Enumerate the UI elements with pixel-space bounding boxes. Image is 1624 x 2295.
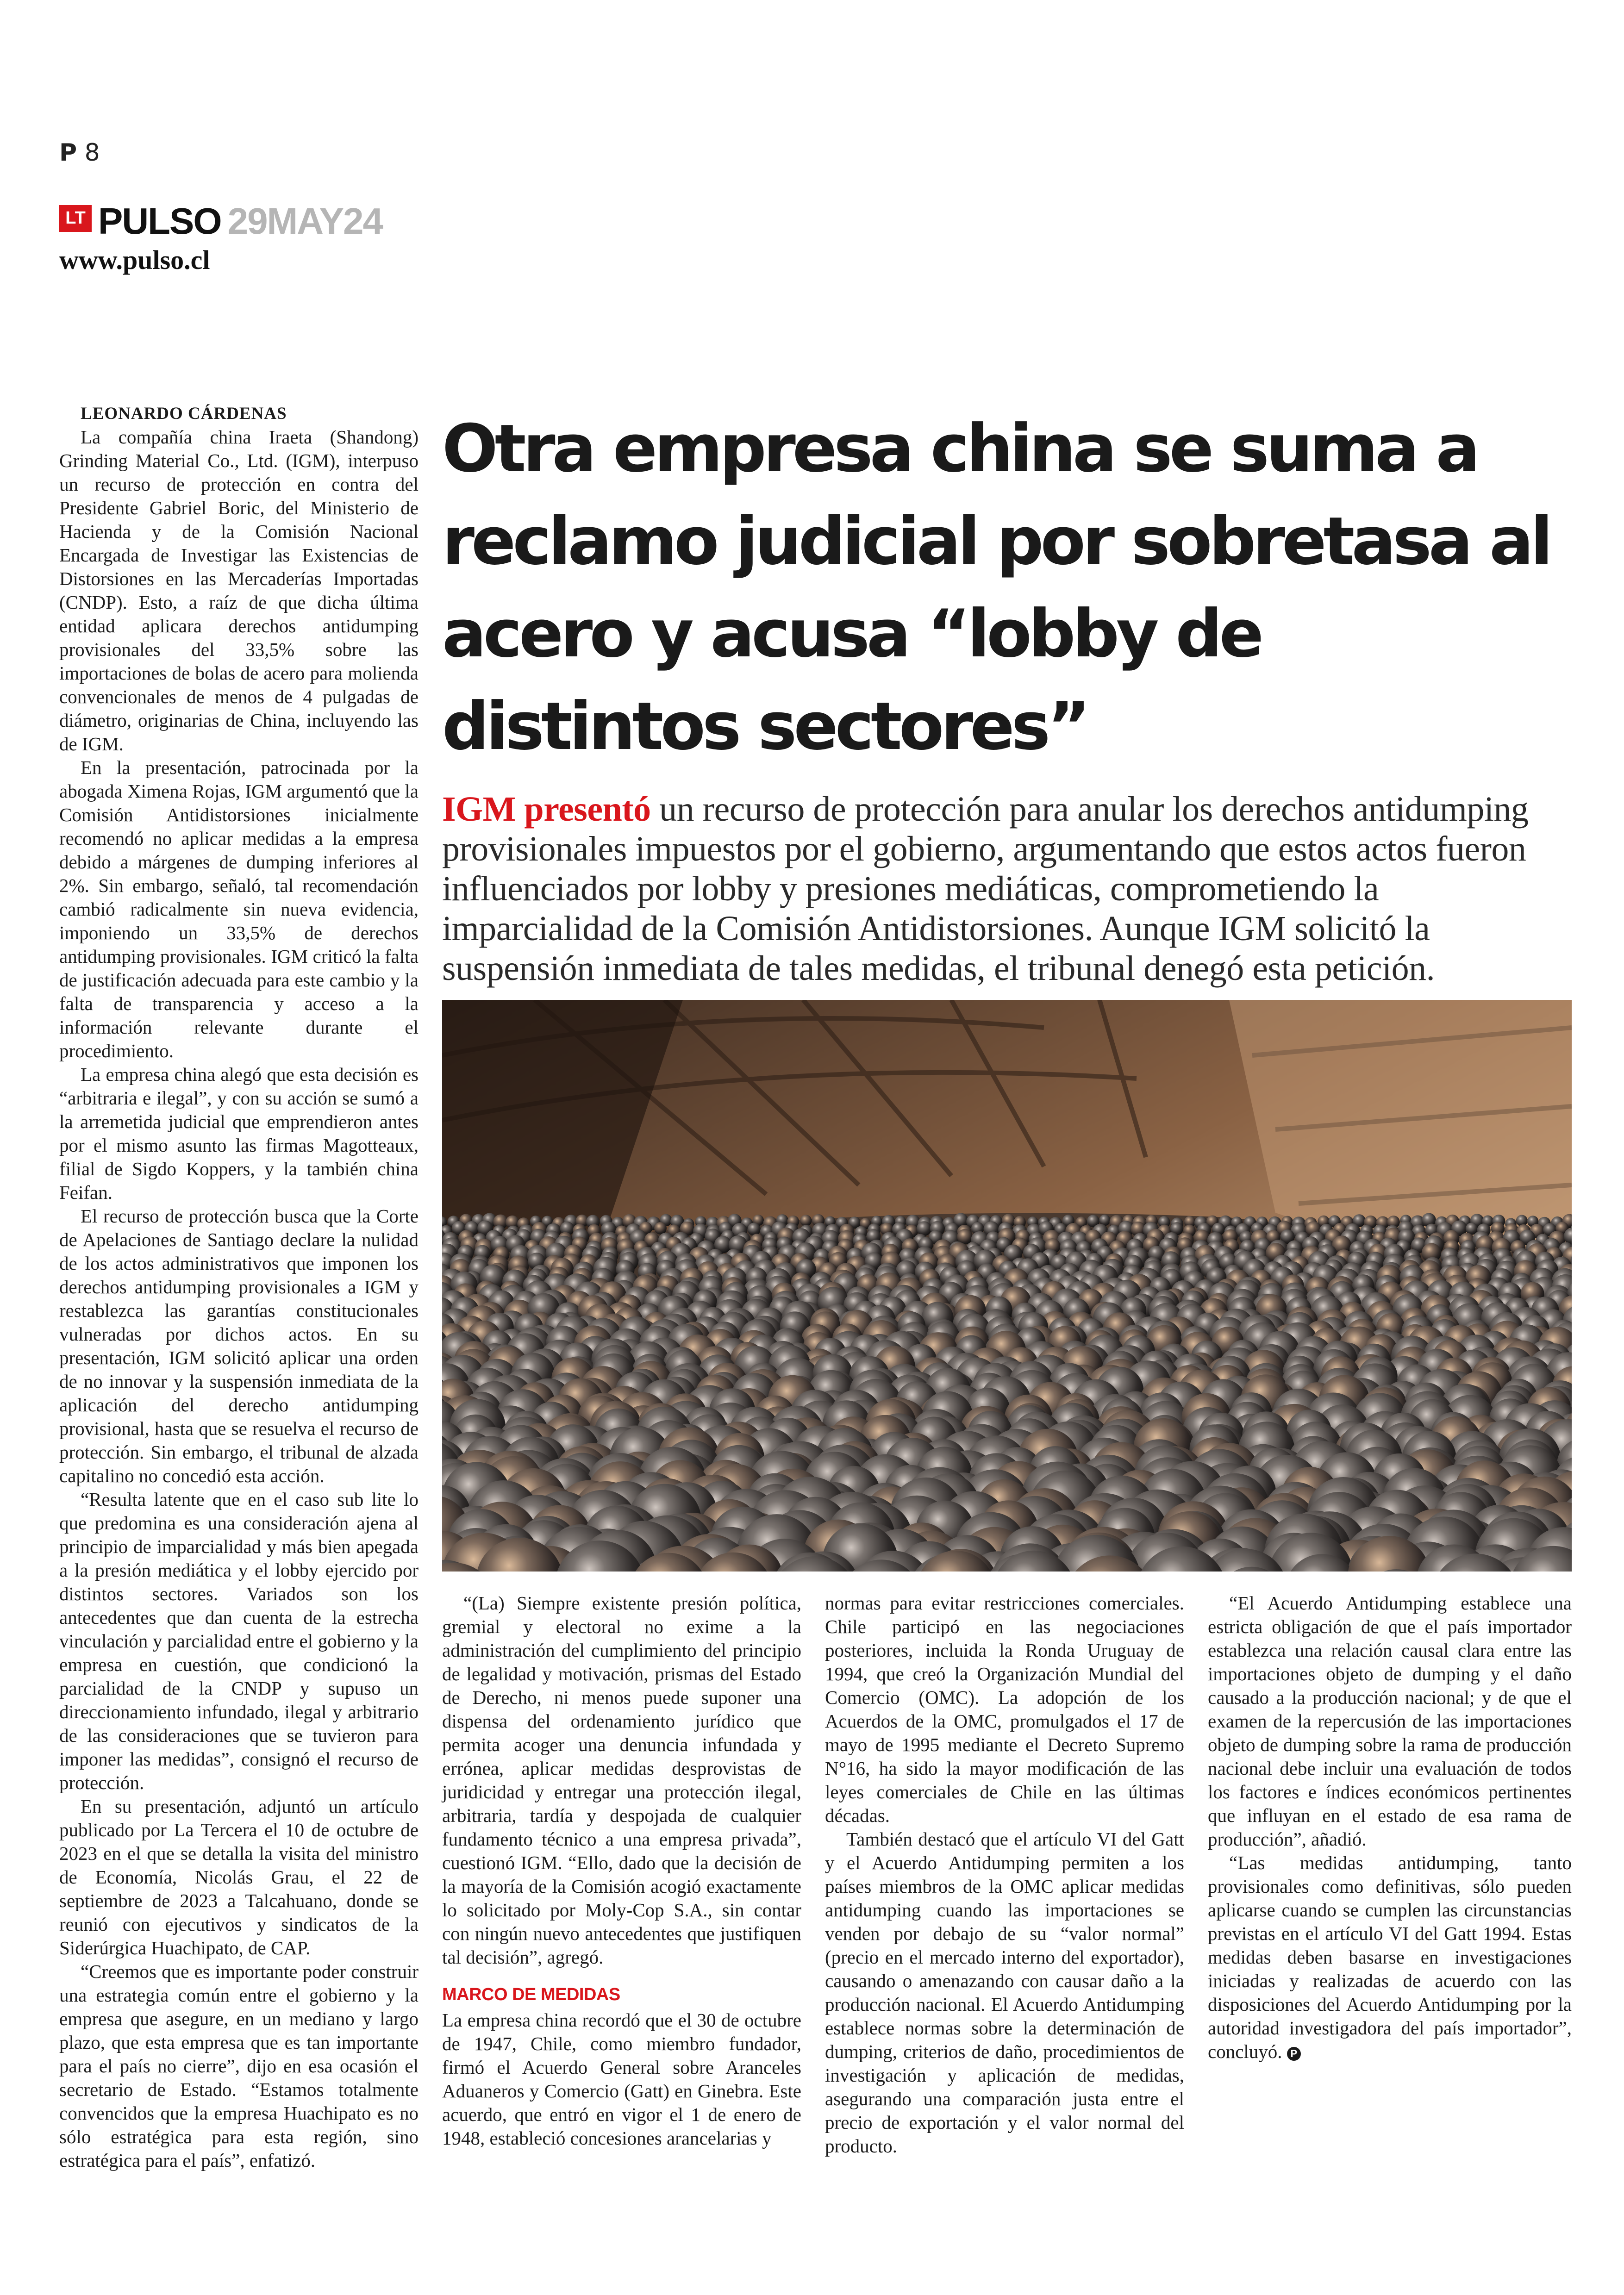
section-subhead: MARCO DE MEDIDAS: [442, 1985, 620, 2004]
lead-kicker: IGM presentó: [442, 790, 651, 829]
body-paragraph-7: “Creemos que es importante poder construir una estrategia común entre el gobierno y la empresa que asegure, en un mediano y largo plazo, que esta empresa que es tan importante para el país no cierre”, dijo en esa ocasión el secretario de Estado. “Estamos totalmente convencidos que la empresa Huachipato es no sólo estratégica para esta región, sino estratégica para el país”, enfatizó.: [59, 1961, 418, 2171]
body-paragraph-2: En la presentación, patrocinada por la abogada Ximena Rojas, IGM argumentó que la Comisión Antidistorsiones inicialmente recomendó no aplicar medidas a la empresa debido a márgenes de dumping inferiores al 2%. Sin embargo, señaló, tal recomendación cambió radicalmente sin nueva evidencia, imponiendo un 33,5% de derechos antidumping provisionales. IGM criticó la falta de justificación adecuada para este cambio y la falta de transparencia y acceso a la información relevante durante el procedimiento.: [59, 757, 418, 1061]
issue-date: 29MAY24: [227, 200, 382, 242]
body-paragraph-8: “(La) Siempre existente presión política, gremial y electoral no exime a la administración del cumplimiento del principio de legalidad y motivación, prismas del Estado de Derecho, ni menos puede suponer una dispensa del ordenamiento jurídico que permita acoger una denuncia infundada y errónea, aplicar medidas desprovistas de juridicidad y entregar una protección ilegal, arbitraria, tardía y despojada de cualquier fundamento técnico a una empresa privada”, cuestionó IGM. “Ello, dado que la decisión de la mayoría de la Comisión acogió exactamente lo solicitado por Moly-Cop S.A., sin contar con ningún nuevo antecedentes que justifiquen tal decisión”, agregó.: [442, 1592, 801, 1968]
body-paragraph-9: La empresa china recordó que el 30 de octubre de 1947, Chile, como miembro fundador, firmó el Acuerdo General sobre Aranceles Aduaneros y Comercio (Gatt) en Ginebra. Este acuerdo, que entró en vigor el 1 de enero de 1948, estableció concesiones arancelarias y: [442, 2009, 801, 2149]
body-paragraph-1: La compañía china Iraeta (Shandong) Grinding Material Co., Ltd. (IGM), interpuso un recurso de protección en contra del Presidente Gabriel Boric, del Ministerio de Hacienda y de la Comisión Nacional Encargada de Investigar las Existencias de Distorsiones en las Mercaderías Importadas (CNDP). Esto, a raíz de que dicha última entidad aplicara derechos antidumping provisionales del 33,5% sobre las importaciones de bolas de acero para molienda convencionales de menos de 4 pulgadas de diámetro, originarias de China, incluyendo las de IGM.: [59, 426, 418, 755]
byline: LEONARDO CÁRDENAS: [81, 404, 287, 423]
steel-ball: [654, 1222, 667, 1235]
body-paragraph-5: “Resulta latente que en el caso sub lite lo que predomina es una consideración ajena al principio de imparcialidad y más bien apegada a la presión mediática y el lobby ejercido por distintos sectores. Variados son los antecedentes que dan cuenta de la estrecha vinculación y parcialidad entre el gobierno y la empresa en cuestión, que condicionó la parcialidad de la CNDP y supuso un direccionamiento infundado, ilegal y arbitrario de las consideraciones que se tuvieron para imponer las medidas”, consignó el recurso de protección.: [59, 1489, 418, 1793]
body-paragraph-10: También destacó que el artículo VI del Gatt y el Acuerdo Antidumping permiten a los países miembros de la OMC aplicar medidas antidumping cuando las importaciones se venden por debajo de su “valor normal” (precio en el mercado interno del exportador), causando o amenazando con causar daño a la producción nacional. El Acuerdo Antidumping establece normas sobre la determinación de dumping, criterios de daño, procedimientos de investigación y aplicación de medidas, asegurando una comparación justa entre el precio de exportación y el valor normal del producto.: [825, 1828, 1184, 2157]
body-paragraph-12-text: “Las medidas antidumping, tanto provisionales como definitivas, sólo pueden aplicarse cuando se cumplen las circunstancias previstas en el artículo VI del Gatt 1994. Estas medidas deben basarse en investigaciones iniciadas y realizadas de acuerdo con las disposiciones del Acuerdo Antidumping por la autoridad investigadora del país importador”, concluyó.: [1208, 1852, 1572, 2062]
body-column-2: [442, 1591, 801, 2150]
body-paragraph-3: La empresa china alegó que esta decisión es “arbitraria e ilegal”, y con su acción se sumó a la arremetida judicial que emprendieron antes por el mismo asunto las firmas Magotteaux, filial de Sigdo Koppers, y la también china Feifan.: [59, 1064, 418, 1203]
page-number: P 8: [59, 139, 100, 167]
body-paragraph-continued: normas para evitar restricciones comerciales. Chile participó en las negociaciones posteriores, incluida la Ronda Uruguay de 1994, que creó la Organización Mundial del Comercio (OMC). La adopción de los Acuerdos de la OMC, promulgados el 17 de mayo de 1995 mediante el Decreto Supremo N°16, ha sido la mayor modificación de las leyes comerciales de Chile en las últimas décadas.: [825, 1592, 1184, 1826]
body-paragraph-12: [1208, 1851, 1572, 2064]
la-tercera-logo: LT: [59, 205, 92, 237]
body-column-1: [59, 402, 418, 2172]
body-column-4: [1208, 1591, 1572, 2064]
lead-paragraph: [442, 789, 1572, 988]
steel-ball: [800, 1215, 812, 1226]
body-column-3: [825, 1591, 1184, 2158]
headline: Otra empresa china se suma a reclamo judicial por sobretasa al acero y acusa “lobby de distintos sectores”: [442, 411, 1550, 765]
masthead: [59, 200, 382, 243]
steel-ball: [748, 1222, 761, 1235]
end-of-article-icon: P: [1287, 2047, 1301, 2061]
lead-text: un recurso de protección para anular los derechos antidumping provisionales impuestos por el gobierno, argumentando que estos actos fueron influenciados por lobby y presiones mediáticas, comprometiendo la imparcialidad de la Comisión Antidistorsiones. Aunque IGM solicitó la suspensión inmediata de tales medidas, el tribunal denegó esta petición.: [442, 790, 1529, 988]
website-link[interactable]: www.pulso.cl: [59, 245, 210, 275]
brand-name: PULSO: [98, 200, 221, 242]
body-paragraph-6: En su presentación, adjuntó un artículo publicado por La Tercera el 10 de octubre de 2023 en el que se detalla la visita del ministro de Economía, Nicolás Grau, el 22 de septiembre de 2023 a Talcahuano, donde se reunió con ejecutivos y sindicatos de la Siderúrgica Huachipato, de CAP.: [59, 1796, 418, 1958]
steel-balls-photo: [442, 1000, 1572, 1572]
body-paragraph-11: “El Acuerdo Antidumping establece una estricta obligación de que el país importador establezca una relación causal clara entre las importaciones objeto de dumping y el daño causado a la producción nacional; y de que el examen de la repercusión de las importaciones objeto de dumping sobre la rama de producción nacional debe incluir una evaluación de todos los factores e índices económicos pertinentes que influyan en el estado de esa rama de producción”, añadió.: [1208, 1592, 1572, 1850]
steel-ball: [917, 1221, 931, 1236]
body-paragraph-4: El recurso de protección busca que la Corte de Apelaciones de Santiago declare la nulidad de los actos administrativos que imponen los derechos antidumping provisionales a IGM y restablezca las garantías constitucionales vulneradas por dichos actos. En su presentación, IGM solicitó aplicar una orden de no innovar y la suspensión inmediata de la aplicación del derecho antidumping provisional, hasta que se resuelva el recurso de protección. Sin embargo, el tribunal de alzada capitalino no concedió esta acción.: [59, 1205, 418, 1486]
